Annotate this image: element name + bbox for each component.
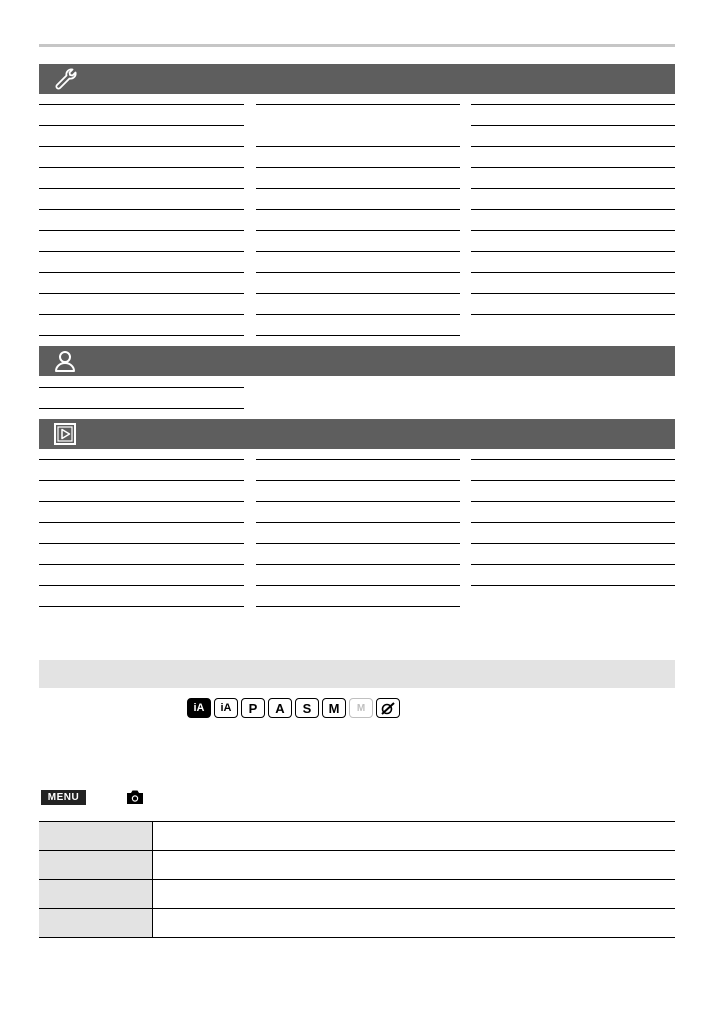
list-item <box>39 84 244 105</box>
list-item <box>256 586 460 607</box>
list-item <box>471 460 675 481</box>
list-item <box>39 105 244 126</box>
list-item <box>256 481 460 502</box>
list-item <box>471 105 675 126</box>
list-item <box>256 147 460 168</box>
list-item <box>256 523 460 544</box>
list-item <box>256 84 460 105</box>
mode-s-icon: S <box>295 698 319 718</box>
list-item <box>39 168 244 189</box>
list-item <box>471 481 675 502</box>
list-item <box>256 439 460 460</box>
list-item <box>256 252 460 273</box>
list-item <box>471 502 675 523</box>
list-item <box>39 231 244 252</box>
list-item <box>256 168 460 189</box>
list-item <box>39 586 244 607</box>
table-row <box>39 821 675 850</box>
table-key-cell <box>39 880 153 908</box>
list-item <box>39 544 244 565</box>
list-item <box>471 523 675 544</box>
table-row <box>39 908 675 938</box>
list-item <box>256 502 460 523</box>
table-key-cell <box>39 909 153 937</box>
mode-ia-icon: iA <box>187 698 211 718</box>
list-item <box>471 544 675 565</box>
list-item <box>256 544 460 565</box>
mode-creative-icon <box>376 698 400 718</box>
list-item <box>471 231 675 252</box>
list-item <box>471 84 675 105</box>
list-item <box>39 189 244 210</box>
table-key-cell <box>39 851 153 879</box>
mode-ia-plus-icon: iA <box>214 698 238 718</box>
top-rule <box>39 44 675 47</box>
list-item <box>471 189 675 210</box>
list-item <box>256 189 460 210</box>
list-item <box>39 147 244 168</box>
list-item <box>471 252 675 273</box>
list-item <box>256 294 460 315</box>
list-item <box>256 210 460 231</box>
table-value-cell <box>157 822 675 850</box>
table-row <box>39 850 675 879</box>
menu-button-icon: MENU <box>41 790 86 805</box>
list-item <box>39 565 244 586</box>
list-item <box>256 273 460 294</box>
list-item <box>39 523 244 544</box>
list-item <box>471 126 675 147</box>
list-item <box>39 502 244 523</box>
mode-p-icon: P <box>241 698 265 718</box>
list-item <box>39 210 244 231</box>
table-value-cell <box>157 851 675 879</box>
list-item <box>39 252 244 273</box>
mode-movie-m-icon: M <box>349 698 373 718</box>
settings-table <box>39 821 675 938</box>
available-modes <box>187 697 400 719</box>
section-title-bar <box>39 660 675 688</box>
list-item <box>471 294 675 315</box>
list-item <box>39 315 244 336</box>
table-value-cell <box>157 909 675 937</box>
list-item <box>256 231 460 252</box>
list-item <box>39 126 244 147</box>
list-item <box>39 388 244 409</box>
creative-brush-icon <box>380 701 396 715</box>
list-item <box>256 315 460 336</box>
mode-a-icon: A <box>268 698 292 718</box>
list-item <box>39 439 244 460</box>
list-item <box>39 481 244 502</box>
list-item <box>39 273 244 294</box>
table-value-cell <box>157 880 675 908</box>
list-item <box>39 367 244 388</box>
list-item <box>471 147 675 168</box>
list-item <box>471 273 675 294</box>
list-item <box>471 565 675 586</box>
table-key-cell <box>39 822 153 850</box>
camera-icon <box>126 789 144 805</box>
list-item <box>471 168 675 189</box>
list-item <box>39 460 244 481</box>
list-item <box>471 439 675 460</box>
list-item <box>471 210 675 231</box>
list-item <box>256 565 460 586</box>
mode-m-icon: M <box>322 698 346 718</box>
table-row <box>39 879 675 908</box>
list-item <box>256 126 460 147</box>
list-item <box>39 294 244 315</box>
list-item <box>256 460 460 481</box>
